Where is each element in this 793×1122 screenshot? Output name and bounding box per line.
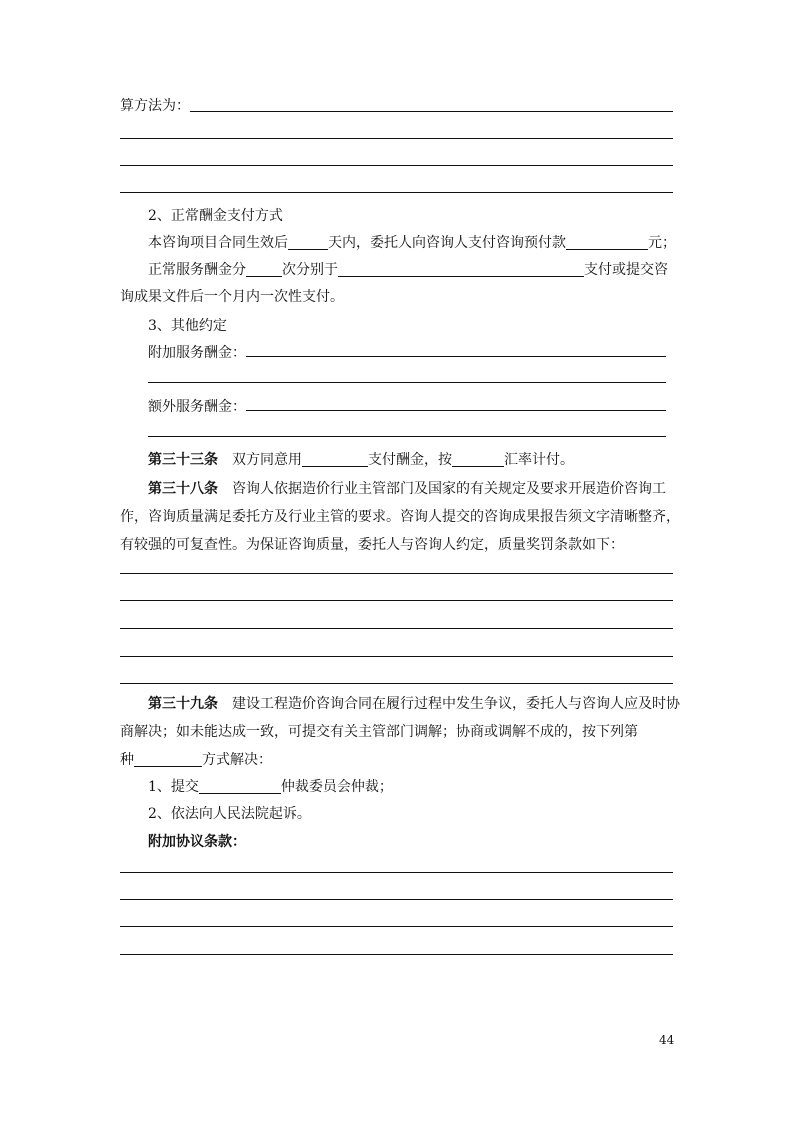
supplementary-blank-line[interactable]	[120, 954, 673, 955]
article-39-line3	[120, 752, 272, 768]
installments-blank[interactable]	[246, 262, 282, 277]
article-38-line1	[148, 481, 666, 497]
extra-fee-blank-line[interactable]	[246, 410, 666, 411]
article-39-text: 建设工程造价咨询合同在履行过程中发生争议，委托人与咨询人应及时协	[232, 696, 680, 712]
calc-method-label: 算方法为：	[120, 98, 190, 114]
quality-terms-blank-line[interactable]	[120, 628, 673, 629]
advance-payment-end: 元；	[648, 235, 676, 251]
article-33-pre: 双方同意用	[232, 452, 302, 468]
article-33-end: 汇率计付。	[504, 452, 574, 468]
article-38-text: 咨询人依据造价行业主管部门及国家的有关规定及要求开展造价咨询工	[232, 481, 666, 497]
article-39-line1	[148, 696, 680, 712]
article-38-heading: 第三十八条	[148, 481, 218, 497]
calc-method-blank-line[interactable]	[120, 165, 673, 166]
arbitration-pre: 1、提交	[148, 779, 199, 795]
article-33	[148, 452, 574, 468]
article-38-line2: 作，咨询质量满足委托方及行业主管的要求。咨询人提交的咨询成果报告须文字清晰整齐，	[120, 509, 680, 525]
exchange-rate-blank[interactable]	[452, 452, 504, 467]
normal-fee-mid: 次分别于	[282, 262, 338, 278]
supplementary-heading: 附加协议条款：	[148, 834, 246, 850]
article-33-mid: 支付酬金，按	[368, 452, 452, 468]
additional-fee-blank-line[interactable]	[148, 382, 666, 383]
arbitration-option	[148, 779, 393, 795]
article-39-line2: 商解决；如未能达成一致，可提交有关主管部门调解；协商或调解不成的，按下列第	[120, 724, 638, 740]
calc-method-blank-line[interactable]	[120, 138, 673, 139]
article-39-line3-end: 方式解决：	[202, 752, 272, 768]
advance-payment-pre: 本咨询项目合同生效后	[148, 235, 288, 251]
normal-fee-pre: 正常服务酬金分	[148, 262, 246, 278]
quality-terms-blank-line[interactable]	[120, 573, 673, 574]
normal-fee-line	[148, 262, 668, 278]
article-39-heading: 第三十九条	[148, 696, 218, 712]
advance-payment-mid: 天内，委托人向咨询人支付咨询预付款	[328, 235, 566, 251]
normal-fee-line2: 询成果文件后一个月内一次性支付。	[120, 289, 344, 305]
quality-terms-blank-line[interactable]	[120, 683, 673, 684]
currency-blank[interactable]	[302, 452, 368, 467]
advance-amount-blank[interactable]	[566, 235, 648, 250]
article-38-line3: 有较强的可复查性。为保证咨询质量，委托人与咨询人约定，质量奖罚条款如下：	[120, 537, 624, 553]
article-33-heading: 第三十三条	[148, 452, 218, 468]
additional-fee-label: 附加服务酬金：	[148, 345, 246, 361]
page-number: 44	[659, 1033, 675, 1047]
article-39-line3-pre: 种	[120, 752, 134, 768]
quality-terms-blank-line[interactable]	[120, 656, 673, 657]
extra-fee-label: 额外服务酬金：	[148, 399, 246, 415]
additional-fee-blank-line[interactable]	[246, 356, 666, 357]
other-terms-title: 3、其他约定	[148, 318, 227, 334]
arbitration-end: 仲裁委员会仲裁；	[280, 779, 393, 795]
advance-payment-line	[148, 235, 676, 251]
calc-method-blank-line[interactable]	[120, 192, 673, 193]
normal-fee-end: 支付或提交咨	[584, 262, 668, 278]
arbitration-commission-blank[interactable]	[199, 779, 281, 794]
supplementary-blank-line[interactable]	[120, 926, 673, 927]
payment-time-blank[interactable]	[338, 262, 584, 277]
calc-method-blank-line[interactable]	[190, 111, 673, 112]
supplementary-blank-line[interactable]	[120, 872, 673, 873]
supplementary-blank-line[interactable]	[120, 899, 673, 900]
extra-fee-blank-line[interactable]	[148, 436, 666, 437]
dispute-method-blank[interactable]	[134, 752, 202, 767]
days-blank[interactable]	[288, 235, 328, 250]
litigation-option: 2、依法向人民法院起诉。	[148, 806, 311, 822]
quality-terms-blank-line[interactable]	[120, 600, 673, 601]
normal-fee-title: 2、正常酬金支付方式	[148, 208, 283, 224]
